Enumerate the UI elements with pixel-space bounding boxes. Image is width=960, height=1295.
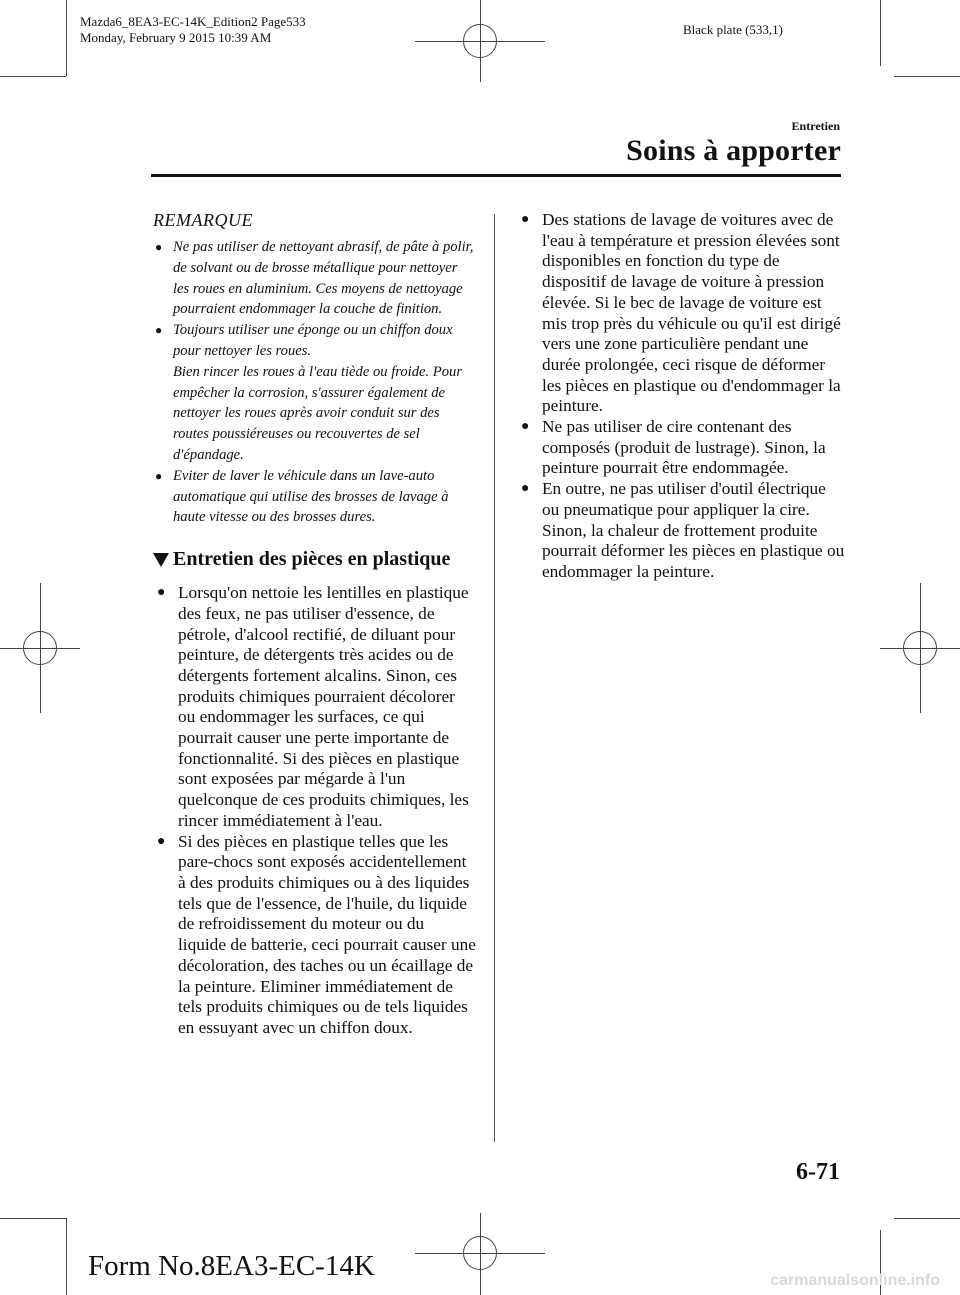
note-item [151,466,476,528]
registration-circle [463,24,497,58]
bullet-icon: ● [157,585,166,601]
left-column [151,210,476,1039]
crop-mark [0,1218,66,1219]
crop-mark [894,1218,960,1219]
bullet-icon: ● [521,481,530,497]
registration-circle [903,631,937,665]
print-metadata-line: Mazda6_8EA3-EC-14K_Edition2 Page533 [80,14,306,29]
crop-mark [66,1218,67,1295]
section-label: Entretien [791,119,840,133]
note-item-text: Eviter de laver le véhicule dans un lave-auto automatique qui utilise des brosses de lavage à haute vitesse ou des brosses dures. [173,467,449,526]
triangle-down-icon [153,553,169,567]
list-item [515,479,845,583]
print-metadata [80,14,306,46]
section-heading-text: Entretien des pièces en plastique [173,548,451,571]
bullet-icon: ● [155,468,163,483]
registration-circle [23,631,57,665]
list-item-text: Lorsqu'on nettoie les lentilles en plastique des feux, ne pas utiliser d'essence, de pétrole, d'alcool rectifié, de diluant pour peinture, de détergents très acides ou de détergents fortement alcalins. Sinon, ces produits chimiques pourraient décolorer ou endommager les surfaces, ce qui pourrait causer une perte importante de fonctionnalité. Si des pièces en plastique sont exposées par mégarde à l'un quelconque de ces produits chimiques, les rincer immédiatement à l'eau. [178,583,469,830]
crop-mark [66,0,67,76]
list-item [515,417,845,479]
list-item [515,210,845,417]
list-item-text: En outre, ne pas utiliser d'outil électrique ou pneumatique pour appliquer la cire. Sinon, la chaleur de frottement produite pourrait déformer les pièces en plastique ou endommager la peinture. [542,479,845,581]
registration-circle [463,1236,497,1270]
crop-mark [894,76,960,77]
section-heading [153,548,476,571]
plate-label: Black plate (533,1) [683,22,783,37]
list-item-text: Des stations de lavage de voitures avec de l'eau à température et pression élevées sont disponibles en fonction du type de dispositif de lavage de voiture à pression élevée. Si le bec de lavage de voiture est mis trop près du véhicule ou qu'il est dirigé vers une zone particulière pendant une durée prolongée, ceci risque de déformer les pièces en plastique ou d'endommager la peinture. [542,210,841,416]
note-heading: REMARQUE [153,210,253,230]
crop-mark [880,0,881,66]
list-item-text: Si des pièces en plastique telles que les pare-chocs sont exposés accidentellement à des produits chimiques ou à des liquides tels que de l'essence, de l'huile, du liquide de refroidissement du moteur ou du liquide de batterie, ceci pourrait causer une décoloration, des taches ou un écaillage de la peinture. Eliminer immédiatement de tels produits chimiques ou de tels liquides en essuyant avec un chiffon doux. [178,831,476,1037]
form-number: Form No.8EA3-EC-14K [88,1250,375,1282]
note-item [151,237,476,320]
column-divider [494,214,495,1142]
bullet-icon: ● [521,212,530,227]
print-metadata-line: Monday, February 9 2015 10:39 AM [80,30,272,45]
plastic-care-list [151,583,476,1038]
note-item [151,320,476,466]
washing-list [515,210,845,583]
right-column [515,210,845,583]
crop-mark [0,76,66,77]
note-item-text: Toujours utiliser une éponge ou un chiffon doux pour nettoyer les roues. Bien rincer les roues à l'eau tiède ou froide. Pour empêcher la corrosion, s'assurer également de nettoyer les roues après avoir conduit sur des routes poussiéreuses ou recouvertes de sel d'épandage. [173,322,462,463]
note-item-text: Ne pas utiliser de nettoyant abrasif, de pâte à polir, de solvant ou de brosse métallique pour nettoyer les roues en aluminium. Ces moyens de nettoyage pourraient endommager la couche de finition. [173,239,474,318]
bullet-icon: ● [155,240,163,254]
bullet-icon: ● [157,833,166,849]
list-item [151,583,476,831]
list-item [151,832,476,1039]
page-title: Soins à apporter [626,134,841,167]
watermark: carmanualsonline.info [770,1272,940,1289]
note-list [151,237,476,528]
bullet-icon: ● [521,419,530,435]
header-rule [151,174,841,177]
list-item-text: Ne pas utiliser de cire contenant des composés (produit de lustrage). Sinon, la peinture pourrait être endommagée. [542,417,826,478]
bullet-icon: ● [155,323,163,338]
page-number: 6-71 [796,1159,840,1185]
